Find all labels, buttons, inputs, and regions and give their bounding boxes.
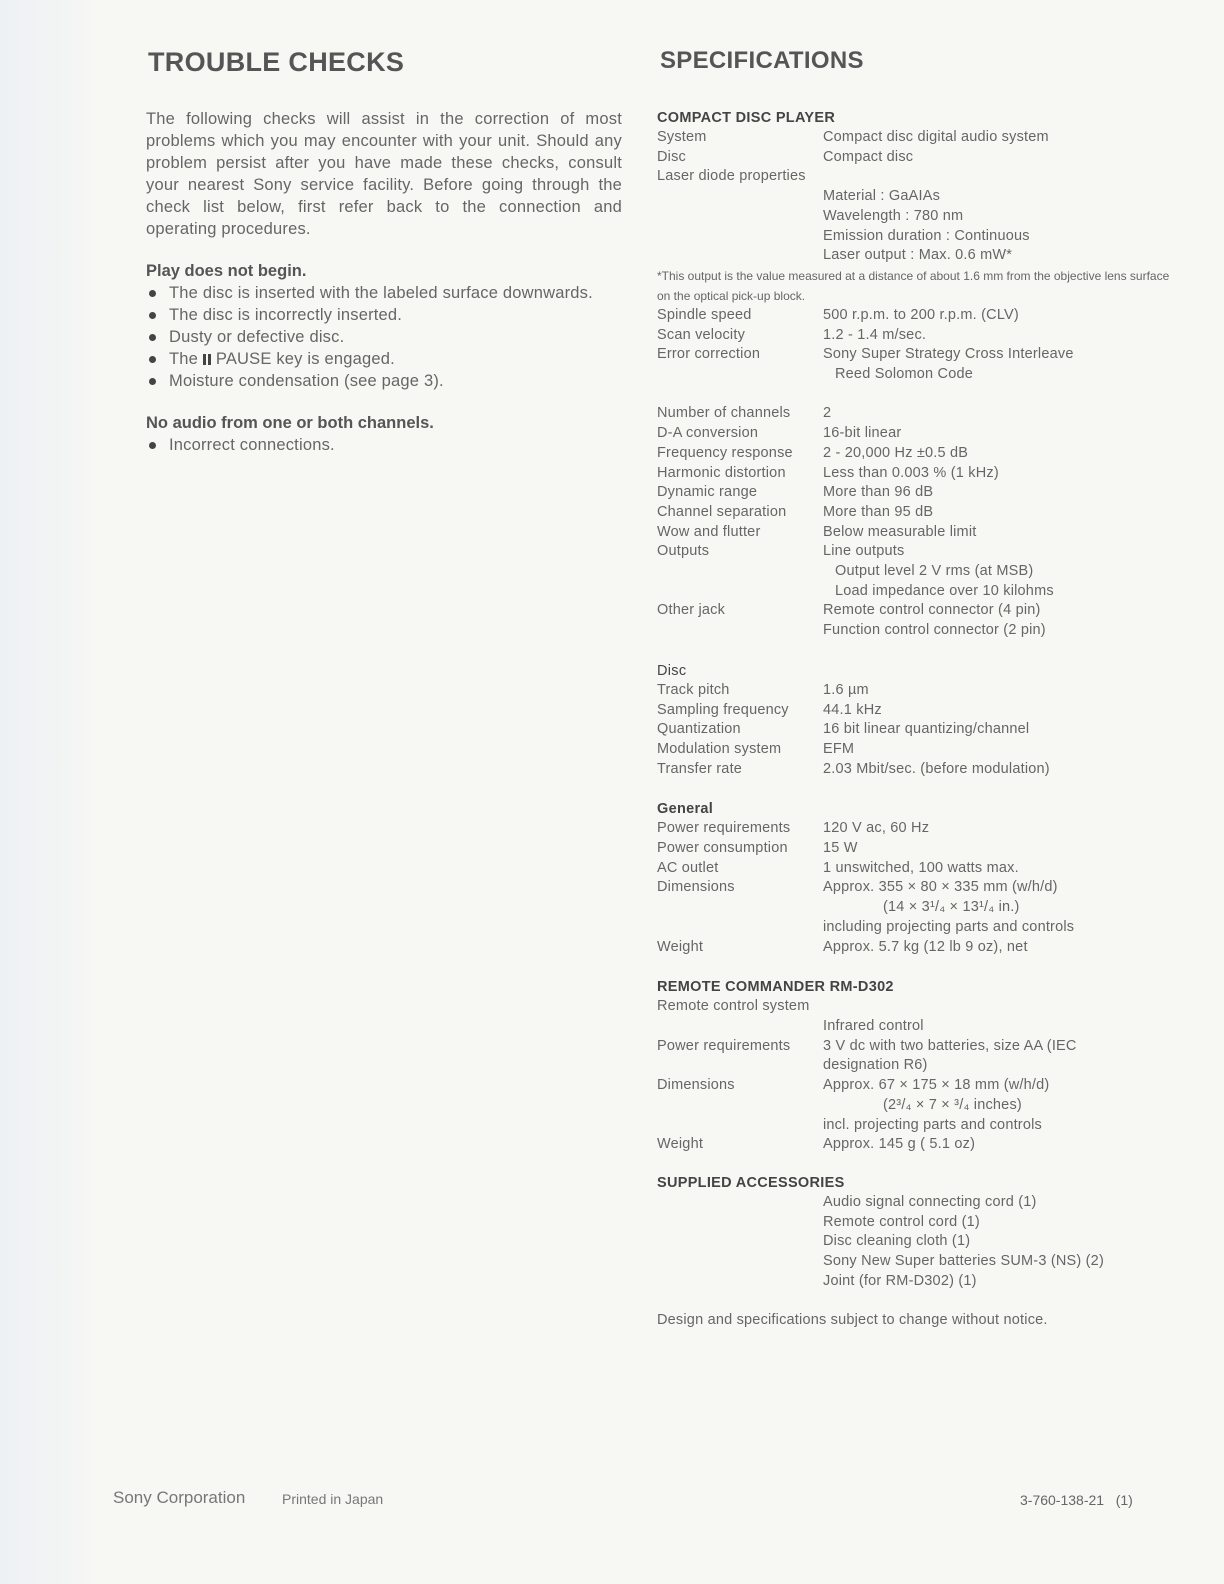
footer-company: Sony Corporation <box>113 1488 246 1507</box>
spec-row-remote-system-value: Infrared control <box>823 1018 924 1034</box>
spec-row-separation: Channel separation More than 95 dB <box>657 503 934 520</box>
spec-row-sampling: Sampling frequency 44.1 kHz <box>657 701 882 718</box>
page-edge-shade <box>0 0 95 1584</box>
list-item: Sony New Super batteries SUM-3 (NS) (2) <box>823 1253 1104 1270</box>
list-item: Audio signal connecting cord (1) <box>823 1193 1037 1210</box>
spec-row-weight: Weight Approx. 5.7 kg (12 lb 9 oz), net <box>657 938 1028 955</box>
spec-row-laser: Laser diode properties <box>657 168 806 185</box>
footer-printed: Printed in Japan <box>282 1491 384 1507</box>
spec-row-scan: Scan velocity 1.2 - 1.4 m/sec. <box>657 326 927 343</box>
play-not-begin-list <box>146 282 622 392</box>
spec-row-disc: Disc Compact disc <box>657 148 914 165</box>
trouble-checks-title: TROUBLE CHECKS <box>148 47 405 77</box>
spec-row-spindle: Spindle speed 500 r.p.m. to 200 r.p.m. (CLV) <box>657 306 1019 323</box>
bullet-icon <box>149 312 156 319</box>
spec-row-error: Error correction Sony Super Strategy Cross Interleave Reed Solomon Code <box>657 346 1074 383</box>
general-heading: General <box>657 801 714 818</box>
accessories-heading: SUPPLIED ACCESSORIES <box>657 1174 845 1191</box>
no-audio-heading: No audio from one or both channels. <box>146 414 434 432</box>
trouble-checks-intro: The following checks will assist in the correction of most problems which you may encounter with your unit. Should any problem persist after you have made these checks, consult your nearest Sony service facility. Before going through the check list below, first refer back to the connection and operating procedures. <box>146 110 622 238</box>
list-item: Moisture condensation (see page 3). <box>146 370 622 392</box>
footer-document-code: 3-760-138-21 (1) <box>1020 1492 1133 1508</box>
bullet-icon <box>149 356 156 363</box>
spec-row-system: System Compact disc digital audio system <box>657 129 1049 145</box>
spec-row-power-req: Power requirements 120 V ac, 60 Hz <box>657 820 930 837</box>
specifications-title: SPECIFICATIONS <box>660 47 864 74</box>
spec-row-wow: Wow and flutter Below measurable limit <box>657 523 977 540</box>
list-item: Dusty or defective disc. <box>146 326 622 348</box>
spec-row-da: D-A conversion 16-bit linear <box>657 425 902 442</box>
spec-row-other-jack: Other jack Remote control connector (4 pin) Function control connector (2 pin) <box>657 602 1046 639</box>
spec-row-remote-weight: Weight Approx. 145 g ( 5.1 oz) <box>657 1136 976 1153</box>
trouble-checks-column <box>146 108 622 456</box>
bullet-icon <box>149 334 156 341</box>
spec-row-frequency: Frequency response 2 - 20,000 Hz ±0.5 dB <box>657 444 969 461</box>
no-audio-list <box>146 434 622 456</box>
spec-row-dynamic: Dynamic range More than 96 dB <box>657 484 934 501</box>
spec-row-modulation: Modulation system EFM <box>657 740 855 757</box>
spec-row-power-cons: Power consumption 15 W <box>657 840 858 857</box>
spec-row-outputs: Outputs Line outputs Output level 2 V rms (at MSB) Load impedance over 10 kilohms <box>657 543 1054 599</box>
pause-icon <box>203 354 212 365</box>
bullet-icon <box>149 290 156 297</box>
remote-heading: REMOTE COMMANDER RM-D302 <box>657 979 894 996</box>
bullet-icon <box>149 378 156 385</box>
accessories-list <box>657 1193 1177 1292</box>
spec-row-remote-dimensions: Dimensions Approx. 67 × 175 × 18 mm (w/h/d) (2³/₄ × 7 × ³/₄ inches) incl. projecting parts and controls <box>657 1077 1050 1133</box>
spec-row-channels: Number of channels 2 <box>657 405 832 422</box>
play-not-begin-heading: Play does not begin. <box>146 262 307 280</box>
disc-heading: Disc <box>657 662 687 679</box>
spec-row-ac-outlet: AC outlet 1 unswitched, 100 watts max. <box>657 859 1019 876</box>
spec-row-laser-values: Material : GaAIAs Wavelength : 780 nm Emission duration : Continuous Laser output : Max. 0.6 mW* <box>823 188 1030 264</box>
list-item: Incorrect connections. <box>146 434 622 456</box>
list-item: The PAUSE key is engaged. <box>146 348 622 370</box>
cd-player-heading: COMPACT DISC PLAYER <box>657 110 836 126</box>
list-item: The disc is inserted with the labeled surface downwards. <box>146 282 622 304</box>
spec-notice: Design and specifications subject to change without notice. <box>657 1312 1048 1329</box>
specifications-column <box>657 108 1177 1331</box>
spec-row-remote-power: Power requirements 3 V dc with two batteries, size AA (IEC designation R6) <box>657 1037 1077 1074</box>
spec-row-transfer: Transfer rate 2.03 Mbit/sec. (before modulation) <box>657 760 1050 777</box>
laser-footnote: *This output is the value measured at a distance of about 1.6 mm from the objective lens surface on the optical pick-up block. <box>657 268 1170 303</box>
spec-row-dimensions: Dimensions Approx. 355 × 80 × 335 mm (w/h/d) (14 × 3¹/₄ × 13¹/₄ in.) including projecting parts and controls <box>657 879 1075 935</box>
bullet-icon <box>149 442 156 449</box>
spec-row-quantization: Quantization 16 bit linear quantizing/channel <box>657 721 1030 738</box>
list-item: Disc cleaning cloth (1) <box>823 1233 971 1250</box>
list-item: The disc is incorrectly inserted. <box>146 304 622 326</box>
list-item: Joint (for RM-D302) (1) <box>823 1272 977 1289</box>
list-item: Remote control cord (1) <box>823 1213 980 1230</box>
spec-row-track: Track pitch 1.6 µm <box>657 681 869 698</box>
spec-row-harmonic: Harmonic distortion Less than 0.003 % (1 kHz) <box>657 464 999 481</box>
spec-row-remote-system: Remote control system <box>657 998 810 1015</box>
